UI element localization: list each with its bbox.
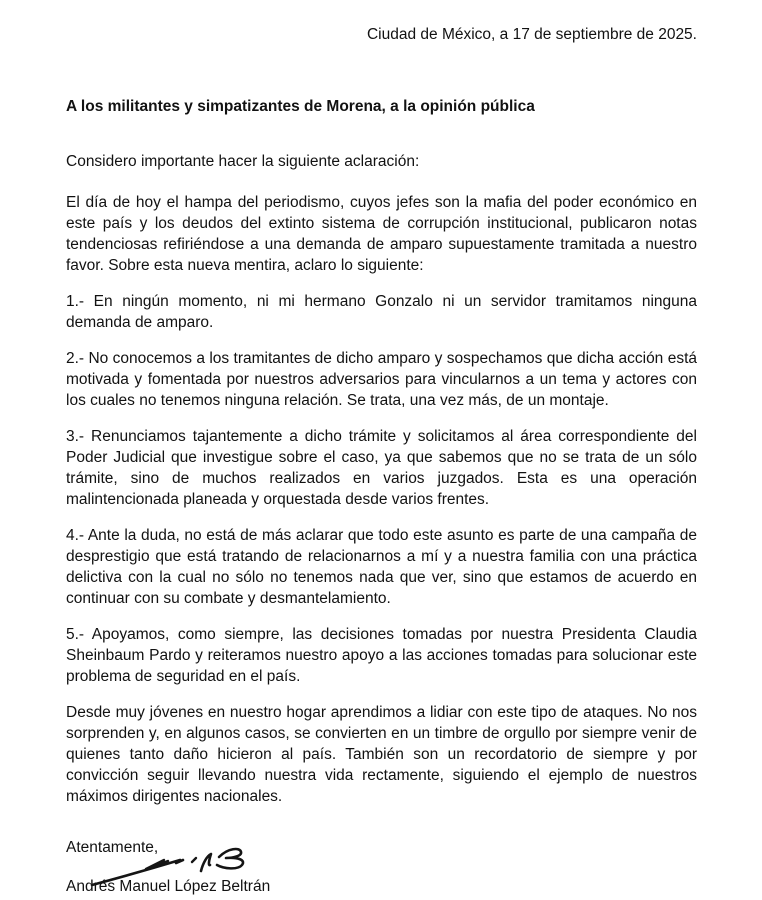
numbered-item-5: 5.- Apoyamos, como siempre, las decisiones tomadas por nuestra Presidenta Claudia Sheinbaum Pardo y reiteramos nuestro apoyo a las acciones tomadas para solucionar este problema de seguridad en el país. bbox=[66, 626, 697, 685]
letter-heading: A los militantes y simpatizantes de Morena, a la opinión pública bbox=[66, 98, 535, 115]
closing-salutation: Atentamente, bbox=[66, 839, 159, 856]
numbered-item-1: 1.- En ningún momento, ni mi hermano Gonzalo ni un servidor tramitamos ninguna demanda de amparo. bbox=[66, 293, 697, 331]
closing-block bbox=[66, 837, 697, 897]
signatory-name: Andrés Manuel López Beltrán bbox=[66, 878, 271, 895]
paragraph-opening: El día de hoy el hampa del periodismo, cuyos jefes son la mafia del poder económico en este país y los deudos del extinto sistema de corrupción institucional, publicaron notas tendenciosas refiriéndose a una demanda de amparo supuestamente tramitada a nuestro favor. Sobre esta nueva mentira, aclaro lo siguiente: bbox=[66, 194, 697, 274]
numbered-item-3: 3.- Renunciamos tajantemente a dicho trámite y solicitamos al área correspondiente del Poder Judicial que investigue sobre el caso, ya que sabemos que no se trata de un sólo trámite, sino de muchos realizados en varios juzgados. Esta es una operación malintencionada planeada y orquestada desde varios frentes. bbox=[66, 428, 697, 508]
date-line: Ciudad de México, a 17 de septiembre de 2025. bbox=[366, 26, 697, 43]
numbered-item-2: 2.- No conocemos a los tramitantes de dicho amparo y sospechamos que dicha acción está motivada y fomentada por nuestros adversarios para vincularnos a un tema y actores con los cuales no tenemos ninguna relación. Se trata, una vez más, de un montaje. bbox=[66, 350, 697, 409]
numbered-item-4: 4.- Ante la duda, no está de más aclarar que todo este asunto es parte de una campaña de desprestigio que está tratando de relacionarnos a mí y a nuestra familia con una práctica delictiva con la cual no sólo no tenemos nada que ver, sino que estamos de acuerdo en continuar con su combate y desmantelamiento. bbox=[66, 527, 697, 607]
intro-line: Considero importante hacer la siguiente aclaración: bbox=[66, 153, 420, 170]
closing-paragraph: Desde muy jóvenes en nuestro hogar aprendimos a lidiar con este tipo de ataques. No nos sorprenden y, en algunos casos, se convierten en un timbre de orgullo por siempre venir de quienes tanto daño hicieron al país. También son un recordatorio de siempre y por convicción seguir llevando nuestra vida rectamente, siguiendo el ejemplo de nuestros máximos dirigentes nacionales. bbox=[66, 704, 697, 805]
